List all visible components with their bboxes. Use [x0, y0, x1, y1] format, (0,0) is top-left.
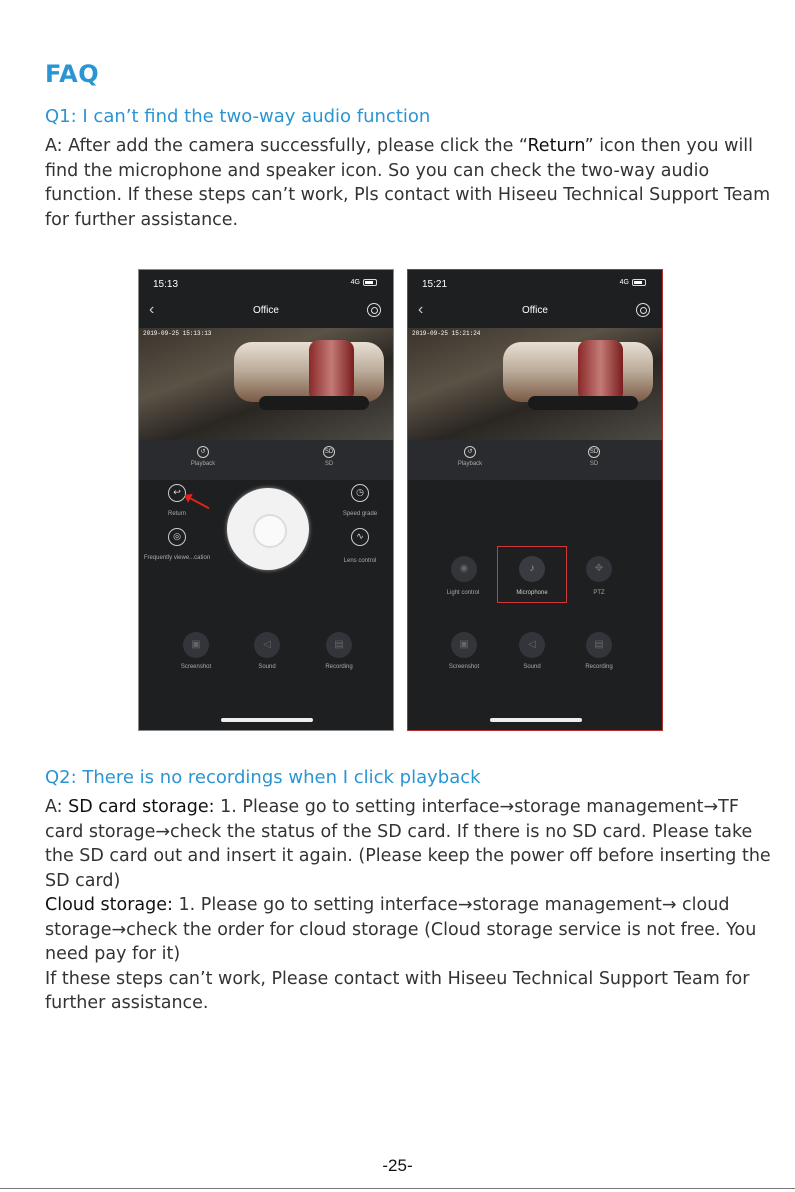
- light-control-icon[interactable]: ◉: [451, 556, 477, 582]
- recording-icon[interactable]: ▤: [326, 632, 352, 658]
- q2-closing: If these steps can’t work, Please contact with Hiseeu Technical Support Team for further assistance.: [45, 968, 750, 1013]
- video-feed: [408, 328, 662, 440]
- lens-control-icon[interactable]: ∿: [351, 528, 369, 546]
- light-control-label: Light control: [446, 590, 480, 596]
- ptz-label: PTZ: [593, 590, 605, 596]
- battery-icon: [363, 279, 377, 286]
- sound-label: Sound: [258, 664, 276, 670]
- sd-button[interactable]: [299, 446, 359, 467]
- video-feed: [139, 328, 393, 440]
- nav-bar: [139, 296, 393, 328]
- q1-heading: Q1: I can’t find the two-way audio function: [45, 106, 431, 127]
- cloud-storage-label: Cloud storage:: [45, 895, 173, 915]
- microphone-label: Microphone: [516, 590, 548, 596]
- back-icon[interactable]: ‹: [418, 301, 424, 318]
- ptz-icon[interactable]: ✥: [586, 556, 612, 582]
- video-cable: [259, 396, 369, 410]
- red-arrow-pointer: [186, 495, 210, 509]
- sd-label: SD: [324, 461, 334, 467]
- status-time: 15:13: [153, 279, 179, 290]
- history-icon: ↺: [197, 446, 209, 458]
- video-timestamp: 2019-09-25 15:13:13: [143, 330, 212, 337]
- q2-prefix: A:: [45, 797, 69, 817]
- recording-label: Recording: [585, 664, 613, 670]
- footer-divider: [0, 1188, 795, 1189]
- screenshot-icon[interactable]: ▣: [451, 632, 477, 658]
- microphone-icon[interactable]: ♪: [519, 556, 545, 582]
- gear-icon[interactable]: [636, 303, 650, 317]
- camera-title: Office: [253, 305, 279, 316]
- status-time: 15:21: [422, 279, 448, 290]
- page-title: FAQ: [45, 60, 100, 88]
- playback-button[interactable]: [173, 446, 233, 467]
- network-label: 4G: [619, 279, 629, 286]
- sound-label: Sound: [523, 664, 541, 670]
- screenshot-label: Screenshot: [448, 664, 480, 670]
- camera-title: Office: [522, 305, 548, 316]
- sd-storage-text: 1. Please go to setting interface→storage management→TF card storage→check the status of the SD card. If there is no SD card. Please take the SD card out and insert it again. (Please keep the power off before inserting the SD card): [45, 797, 771, 891]
- video-object-red: [309, 340, 354, 402]
- cloud-storage-text: 1. Please go to setting interface→storage management→ cloud storage→check the order for cloud storage (Cloud storage service is not free. You need pay for it): [45, 895, 757, 964]
- sd-button[interactable]: [564, 446, 624, 467]
- signal-icon: [351, 279, 377, 286]
- playback-button[interactable]: [440, 446, 500, 467]
- status-bar: [139, 270, 393, 296]
- q1-answer: [45, 134, 775, 232]
- back-icon[interactable]: ‹: [149, 301, 155, 318]
- toolbar: [408, 440, 662, 480]
- screenshot-icon[interactable]: ▣: [183, 632, 209, 658]
- playback-label: Playback: [457, 461, 483, 467]
- video-timestamp: 2019-09-25 15:21:24: [412, 330, 481, 337]
- signal-icon: [620, 279, 646, 286]
- sound-icon[interactable]: ◁: [519, 632, 545, 658]
- toolbar: [139, 440, 393, 480]
- video-cable: [528, 396, 638, 410]
- sd-storage-label: SD card storage:: [68, 797, 215, 817]
- sound-icon[interactable]: ◁: [254, 632, 280, 658]
- page-number: -25-: [382, 1156, 413, 1175]
- network-label: 4G: [350, 279, 360, 286]
- battery-icon: [632, 279, 646, 286]
- q1-answer-suffix: ” icon then you will find the microphone and speaker icon. So you can check the two-way audio function. If these steps can’t work, Pls contact with Hiseeu Technical Support Team for further assistance.: [45, 136, 771, 230]
- return-icon[interactable]: ↩: [168, 484, 186, 502]
- lens-control-label: Lens control: [343, 558, 377, 564]
- status-bar: [408, 270, 662, 296]
- recording-label: Recording: [325, 664, 353, 670]
- speed-grade-icon[interactable]: ◷: [351, 484, 369, 502]
- q2-answer: [45, 795, 775, 1016]
- recording-icon[interactable]: ▤: [586, 632, 612, 658]
- home-indicator: [490, 718, 582, 722]
- screenshot-label: Screenshot: [180, 664, 212, 670]
- q1-answer-prefix: A: After add the camera successfully, please click the “: [45, 136, 528, 156]
- history-icon: ↺: [464, 446, 476, 458]
- sd-icon: SD: [323, 446, 335, 458]
- q1-answer-return: Return: [527, 136, 585, 156]
- home-indicator: [221, 718, 313, 722]
- nav-bar: [408, 296, 662, 328]
- sd-icon: SD: [588, 446, 600, 458]
- video-object-red: [578, 340, 623, 402]
- screenshot-left: [138, 269, 394, 731]
- return-label: Return: [167, 511, 186, 517]
- speed-grade-label: Speed grade: [342, 511, 378, 517]
- ptz-dpad[interactable]: [227, 488, 309, 570]
- frequently-viewed-icon[interactable]: ◎: [168, 528, 186, 546]
- playback-label: Playback: [190, 461, 216, 467]
- gear-icon[interactable]: [367, 303, 381, 317]
- frequently-viewed-label: Frequently viewe...cation: [143, 555, 211, 561]
- screenshot-right: [407, 269, 663, 731]
- q2-heading: Q2: There is no recordings when I click playback: [45, 767, 481, 788]
- sd-label: SD: [589, 461, 599, 467]
